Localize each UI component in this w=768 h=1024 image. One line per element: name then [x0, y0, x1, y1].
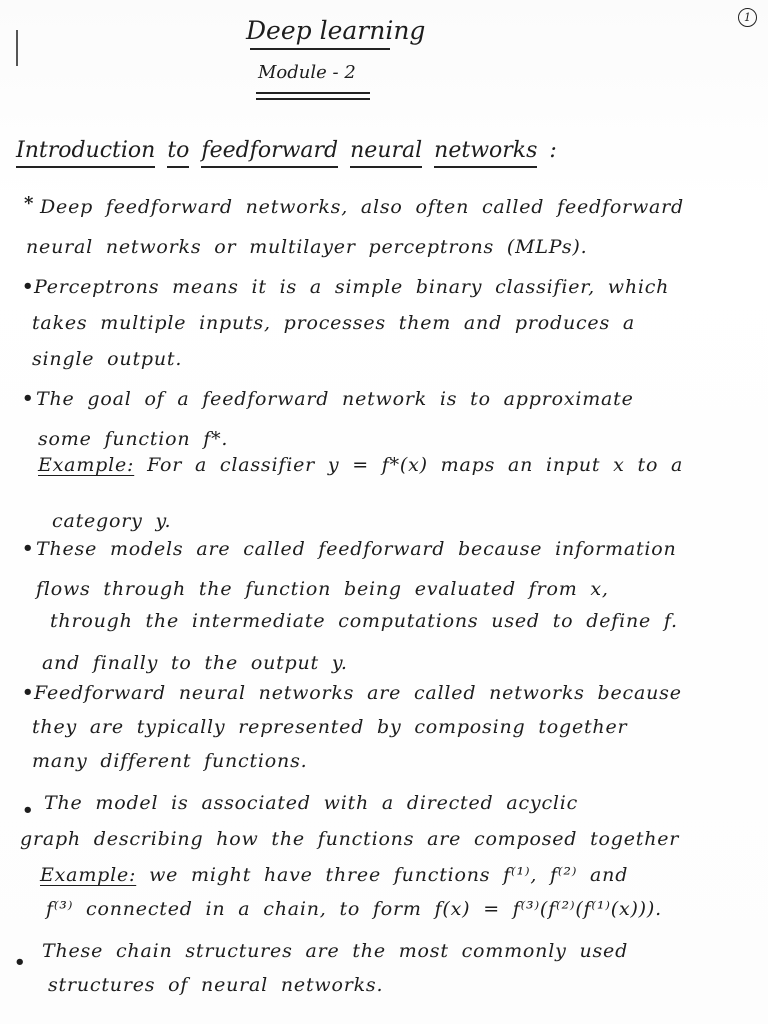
- heading-word: Introduction: [16, 138, 155, 168]
- margin-line: [16, 30, 18, 66]
- page-title: Deep learning: [246, 16, 426, 45]
- note-line: they are typically represented by composing together: [32, 716, 628, 738]
- page-number: 1: [738, 8, 757, 27]
- example-text: For a classifier y = f*(x) maps an input x to a: [147, 454, 684, 476]
- example-label: Example:: [38, 454, 135, 476]
- bullet-marker: •: [22, 682, 34, 703]
- note-line: structures of neural networks.: [48, 974, 384, 996]
- note-line: some function f*.: [38, 428, 229, 450]
- note-line: flows through the function being evaluated from x,: [36, 578, 609, 600]
- example-label: Example:: [40, 864, 137, 886]
- bullet-marker: •: [22, 800, 34, 821]
- example-text: we might have three functions f⁽¹⁾, f⁽²⁾ and: [149, 864, 629, 886]
- title-underline: [250, 48, 390, 50]
- bullet-marker: *: [24, 193, 34, 214]
- heading-colon: :: [549, 138, 557, 163]
- note-line: The model is associated with a directed acyclic: [44, 792, 579, 814]
- heading-word: networks: [434, 138, 537, 168]
- note-line: The goal of a feedforward network is to approximate: [36, 388, 634, 410]
- example-line: [40, 864, 628, 886]
- subtitle-underline-1: [256, 92, 370, 94]
- note-line: category y.: [52, 510, 172, 532]
- note-line: through the intermediate computations used to define f.: [50, 610, 678, 632]
- note-line: f⁽³⁾ connected in a chain, to form f(x) = f⁽³⁾(f⁽²⁾(f⁽¹⁾(x))).: [46, 898, 662, 920]
- note-line: many different functions.: [32, 750, 308, 772]
- note-line: Perceptrons means it is a simple binary classifier, which: [34, 276, 670, 298]
- note-line: These chain structures are the most commonly used: [42, 940, 629, 962]
- subtitle-underline-2: [256, 98, 370, 100]
- note-line: neural networks or multilayer perceptrons (MLPs).: [26, 236, 588, 258]
- heading-word: neural: [350, 138, 422, 168]
- note-line: graph describing how the functions are composed together: [20, 828, 680, 850]
- note-line: and finally to the output y.: [42, 652, 348, 674]
- note-line: Feedforward neural networks are called networks because: [34, 682, 682, 704]
- section-heading: [16, 138, 557, 168]
- note-line: takes multiple inputs, processes them and produces a: [32, 312, 635, 334]
- heading-word: to: [167, 138, 189, 168]
- note-line: These models are called feedforward because information: [36, 538, 677, 560]
- note-line: Deep feedforward networks, also often called feedforward: [40, 196, 684, 218]
- bullet-marker: •: [22, 538, 34, 559]
- example-line: [38, 454, 683, 476]
- page-subtitle: Module - 2: [258, 62, 356, 83]
- bullet-marker: •: [22, 276, 34, 297]
- bullet-marker: •: [14, 952, 26, 973]
- bullet-marker: •: [22, 388, 34, 409]
- note-line: single output.: [32, 348, 183, 370]
- heading-word: feedforward: [201, 138, 338, 168]
